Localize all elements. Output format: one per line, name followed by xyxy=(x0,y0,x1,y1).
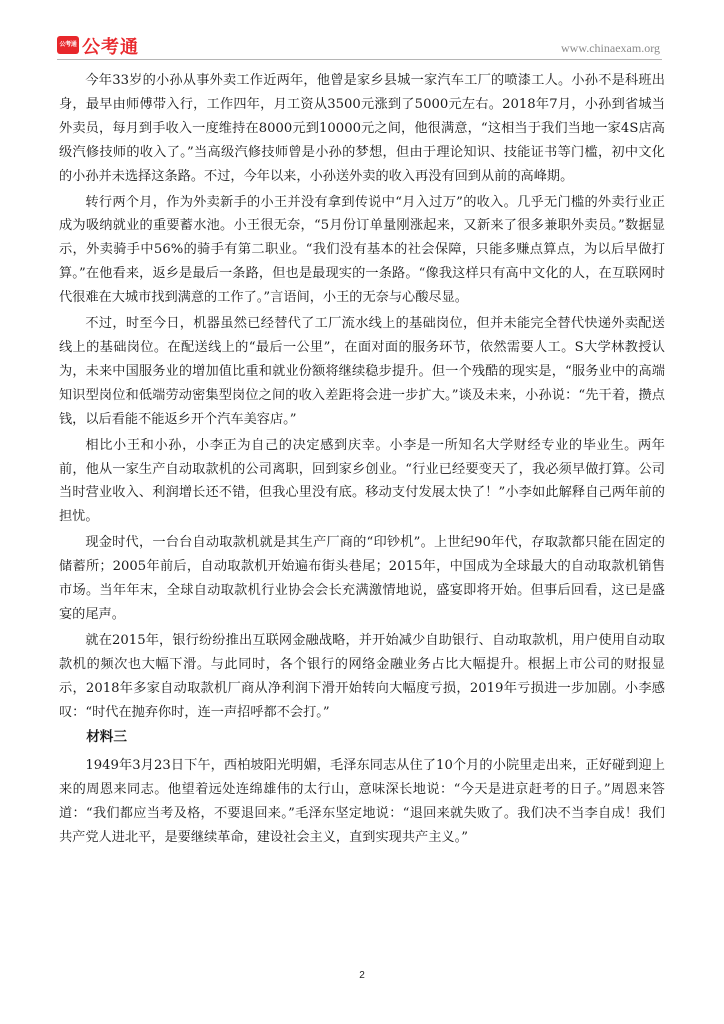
site-url: www.chinaexam.org xyxy=(561,41,660,55)
paragraph: 不过，时至今日，机器虽然已经替代了工厂流水线上的基础岗位，但并未能完全替代快递外卖配送线上的基础岗位。在配送线上的“最后一公里”，在面对面的服务环节，依然需要人工。S大学林教授认为，未来中国服务业的增加值比重和就业份额将继续稳步提升。但一个残酷的现实是，“服务业中的高端知识型岗位和低端劳动密集型岗位之间的收入差距将会进一步扩大。”谈及未来，小孙说：“先干着，攒点钱，以后看能不能返乡开个汽车美容店。” xyxy=(59,316,665,427)
paragraph: 现金时代，一台台自动取款机就是其生产厂商的“印钞机”。上世纪90年代，存取款都只能在固定的储蓄所；2005年前后，自动取款机开始遍布街头巷尾；2015年，中国成为全球最大的自动取款机销售市场。当年年末，全球自动取款机行业协会会长充满激情地说，盛宴即将开始。但事后回看，这已是盛宴的尾声。 xyxy=(59,535,665,622)
section-heading: 材料三 xyxy=(86,729,127,746)
logo-text: 公考通 xyxy=(82,37,139,58)
page-header xyxy=(0,0,724,62)
paragraph: 1949年3月23日下午，西柏坡阳光明媚，毛泽东同志从住了10个月的小院里走出来，正好碰到迎上来的周恩来同志。他望着远处连绵雄伟的太行山，意味深长地说：“今天是进京赶考的日子。”周恩来答道：“我们都应当考及格，不要退回来。”毛泽东坚定地说：“退回来就失败了。我们决不当李自成！我们共产党人进北平，是要继续革命，建设社会主义，直到实现共产主义。” xyxy=(59,758,665,846)
page-number: 2 xyxy=(359,970,365,981)
paragraph: 今年33岁的小孙从事外卖工作近两年，他曾是家乡县城一家汽车工厂的喷漆工人。小孙不是科班出身，最早由师傅带入行，工作四年，月工资从3500元涨到了5000元左右。2018年7月，小孙到省城当外卖员，每月到手收入一度维持在8000元到10000元之间，他很满意，“这相当于我们当地一家4S店高级汽修技师的收入了。”当高级汽修技师曾是小孙的梦想，但由于理论知识、技能证书等门槛，初中文化的小孙并未选择这条路。不过，今年以来，小孙送外卖的收入再没有回到从前的高峰期。 xyxy=(59,73,665,184)
paragraph: 就在2015年，银行纷纷推出互联网金融战略，并开始减少自助银行、自动取款机，用户使用自动取款机的频次也大幅下滑。与此同时，各个银行的网络金融业务占比大幅提升。根据上市公司的财报显示，2018年多家自动取款机厂商从净利润下滑开始转向大幅度亏损，2019年亏损进一步加剧。小李感叹：“时代在抛弃你时，连一声招呼都不会打。” xyxy=(59,632,665,720)
logo-badge-icon: 公考通 xyxy=(57,36,79,54)
paragraph: 转行两个月，作为外卖新手的小王并没有拿到传说中“月入过万”的收入。几乎无门槛的外卖行业正成为吸纳就业的重要蓄水池。小王很无奈，“5月份订单量刚涨起来，又新来了很多兼职外卖员。”数据显示，外卖骑手中56%的骑手有第二职业。“我们没有基本的社会保障，只能多赚点算点，为以后早做打算。”在他看来，返乡是最后一条路，但也是最现实的一条路。“像我这样只有高中文化的人，在互联网时代很难在大城市找到满意的工作了。”言语间，小王的无奈与心酸尽显。 xyxy=(59,194,665,306)
header-divider xyxy=(57,59,662,60)
paragraph: 相比小王和小孙，小李正为自己的决定感到庆幸。小李是一所知名大学财经专业的毕业生。两年前，他从一家生产自动取款机的公司离职，回到家乡创业。“行业已经要变天了，我必须早做打算。公司当时营业收入、利润增长还不错，但我心里没有底。移动支付发展太快了！”小李如此解释自己两年前的担忧。 xyxy=(59,437,665,525)
document-body xyxy=(59,69,665,852)
